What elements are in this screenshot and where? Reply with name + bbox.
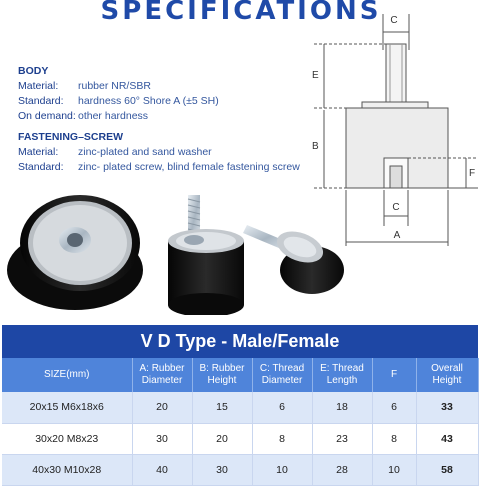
- spec-value: other hardness: [78, 110, 149, 122]
- spec-key: Standard:: [18, 95, 64, 107]
- cell: 10: [372, 454, 416, 485]
- dim-c-bottom-label: C: [392, 202, 400, 213]
- body-on-demand-row: [18, 109, 219, 124]
- spec-key: On demand:: [18, 110, 76, 122]
- male-mount-image: [168, 195, 244, 315]
- cell: 10: [252, 454, 312, 485]
- spec-value: zinc- plated screw, blind female fastening screw: [78, 161, 300, 173]
- col-overall-height: Overall Height: [416, 358, 478, 392]
- size-table: [2, 358, 479, 486]
- cell: 40x30 M10x28: [2, 454, 132, 485]
- cell: 6: [252, 392, 312, 423]
- cell: 20: [192, 423, 252, 454]
- technical-drawing: [306, 6, 482, 246]
- spec-key: Material:: [18, 80, 59, 92]
- table-row: [2, 454, 478, 485]
- cell: 20x15 M6x18x6: [2, 392, 132, 423]
- col-thread-diameter: C: Thread Diameter: [252, 358, 312, 392]
- cell: 15: [192, 392, 252, 423]
- cell: 18: [312, 392, 372, 423]
- female-mount-image: [7, 195, 143, 310]
- cell: 30x20 M8x23: [2, 423, 132, 454]
- body-spec-block: [18, 64, 219, 124]
- cell: 30: [192, 454, 252, 485]
- dim-e-label: E: [312, 70, 319, 81]
- table-row: [2, 423, 478, 454]
- fastening-heading: FASTENING–SCREW: [18, 131, 124, 143]
- cell: 58: [416, 454, 478, 485]
- col-rubber-height: B: Rubber Height: [192, 358, 252, 392]
- fastening-standard-row: [18, 160, 300, 175]
- cell: 33: [416, 392, 478, 423]
- cell: 40: [132, 454, 192, 485]
- dim-f-label: F: [469, 168, 476, 179]
- col-f: F: [372, 358, 416, 392]
- dim-c-top-label: C: [390, 15, 398, 26]
- body-heading: BODY: [18, 65, 49, 77]
- product-photo: [0, 185, 345, 315]
- cell: 28: [312, 454, 372, 485]
- body-standard-row: [18, 94, 219, 109]
- cell: 30: [132, 423, 192, 454]
- page-title: SPECIFICATIONS: [100, 0, 382, 26]
- spec-key: Standard:: [18, 161, 64, 173]
- spec-key: Material:: [18, 146, 59, 158]
- cell: 43: [416, 423, 478, 454]
- cell: 8: [372, 423, 416, 454]
- spec-table: [2, 325, 478, 486]
- fastening-material-row: [18, 145, 300, 160]
- body-material-row: [18, 79, 219, 94]
- col-size: SIZE(mm): [2, 358, 132, 392]
- table-header-row: [2, 358, 478, 392]
- cell: 20: [132, 392, 192, 423]
- col-rubber-diameter: A: Rubber Diameter: [132, 358, 192, 392]
- dim-a-label: A: [393, 230, 401, 241]
- cell: 8: [252, 423, 312, 454]
- dim-b-label: B: [312, 141, 319, 152]
- table-title: V D Type - Male/Female: [2, 325, 478, 358]
- col-thread-length: E: Thread Length: [312, 358, 372, 392]
- table-row: [2, 392, 478, 423]
- spec-value: zinc-plated and sand washer: [78, 146, 212, 158]
- spec-value: hardness 60° Shore A (±5 SH): [78, 95, 219, 107]
- cell: 23: [312, 423, 372, 454]
- spec-value: rubber NR/SBR: [78, 80, 151, 92]
- cell: 6: [372, 392, 416, 423]
- fastening-spec-block: [18, 130, 300, 175]
